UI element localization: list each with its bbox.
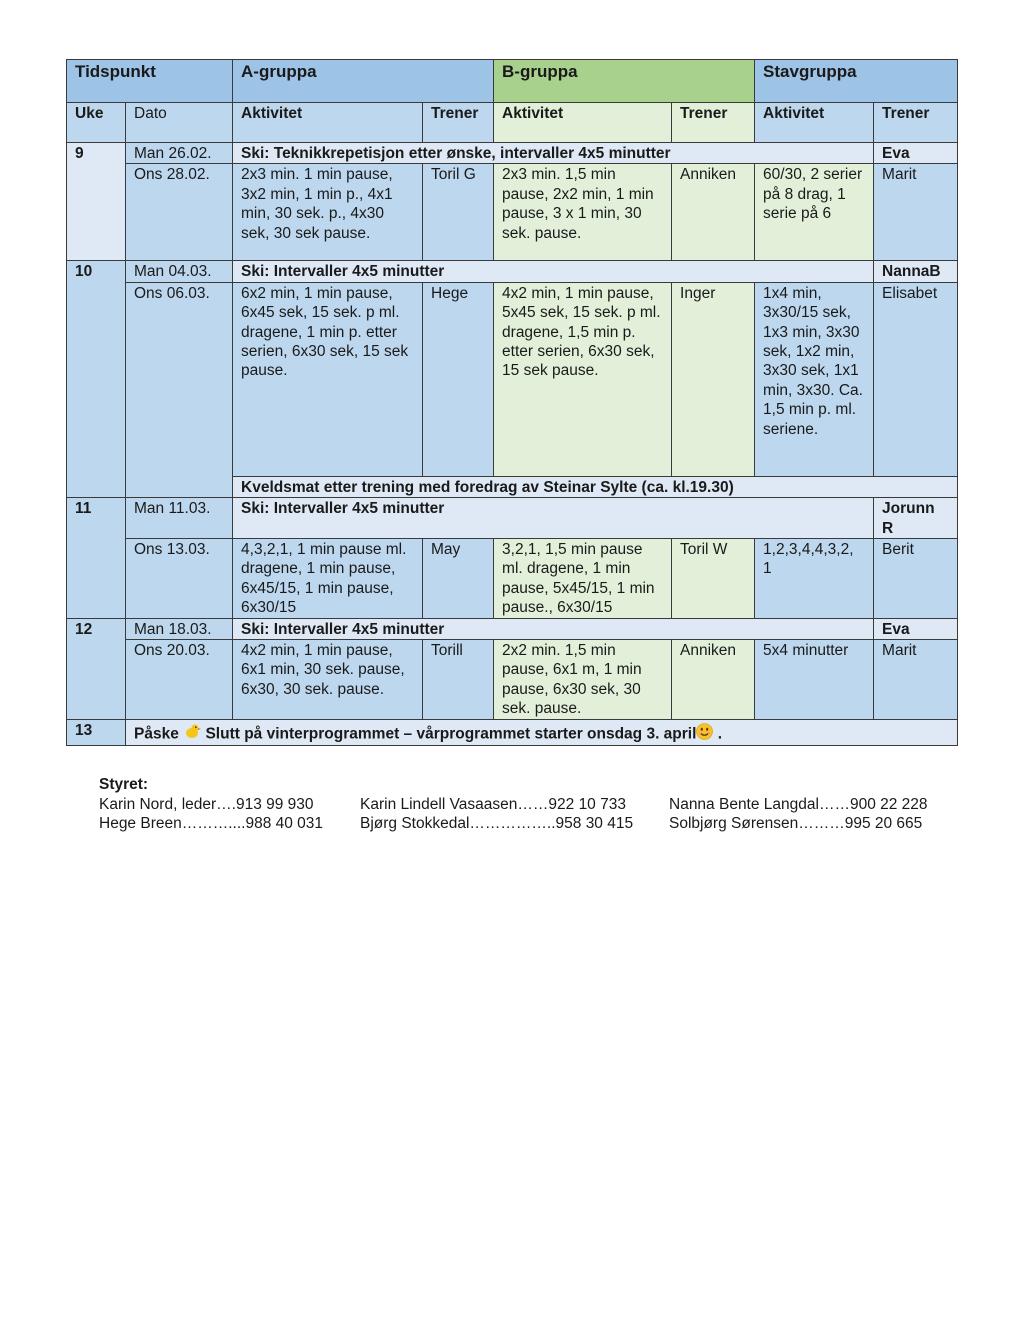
board-member: Nanna Bente Langdal……900 22 228 (669, 795, 928, 813)
group-header-row (67, 60, 958, 103)
stav-trainer: Berit (874, 539, 958, 619)
date-cell: Man 26.02. (126, 143, 233, 164)
board-member: Hege Breen………....988 40 031 (99, 815, 324, 832)
monday-activity: Ski: Teknikkrepetisjon etter ønske, intervaller 4x5 minutter (233, 143, 874, 164)
col-b-aktivitet: Aktivitet (494, 103, 672, 143)
a-activity: 6x2 min, 1 min pause, 6x45 sek, 15 sek. p ml. dragene, 1 min p. etter serien, 6x30 sek, 15 sek pause. (233, 282, 423, 476)
date-cell: Man 18.03. (126, 618, 233, 639)
date-cell: Ons 20.03. (126, 640, 233, 720)
trailing-period: . (717, 724, 723, 742)
monday-activity: Ski: Intervaller 4x5 minutter (233, 498, 874, 539)
week-9-monday-row (67, 143, 958, 164)
week-number: 12 (67, 618, 126, 719)
monday-trainer: NannaB (874, 261, 958, 282)
week-11-monday-row (67, 498, 958, 539)
week-10-wednesday-row (67, 282, 958, 476)
header-b-group: B-gruppa (494, 60, 755, 103)
board-members (99, 795, 959, 834)
header-stav-group: Stavgruppa (755, 60, 958, 103)
week-number: 9 (67, 143, 126, 261)
event-note: Kveldsmat etter trening med foredrag av Steinar Sylte (ca. kl.19.30) (233, 476, 958, 497)
a-trainer: Toril G (423, 164, 494, 261)
season-end-text: Slutt på vinterprogrammet – vårprogrammet starter onsdag 3. april (205, 724, 697, 742)
monday-activity: Ski: Intervaller 4x5 minutter (233, 261, 874, 282)
stav-activity: 1,2,3,4,4,3,2, 1 (755, 539, 874, 619)
a-activity: 4,3,2,1, 1 min pause ml. dragene, 1 min pause, 6x45/15, 1 min pause, 6x30/15 (233, 539, 423, 619)
col-b-trener: Trener (672, 103, 755, 143)
board-member: Bjørg Stokkedal……………..958 30 415 (360, 815, 634, 832)
stav-activity: 5x4 minutter (755, 640, 874, 720)
stav-trainer: Marit (874, 164, 958, 261)
b-activity: 2x3 min. 1,5 min pause, 2x2 min, 1 min pause, 3 x 1 min, 30 sek. pause. (494, 164, 672, 261)
week-12-wednesday-row (67, 640, 958, 720)
smiley-icon (696, 723, 713, 745)
col-s-trener: Trener (874, 103, 958, 143)
b-activity: 4x2 min, 1 min pause, 5x45 sek, 15 sek. p ml. dragene, 1,5 min p. etter serien, 6x30 sek, 15 sek pause. (494, 282, 672, 476)
monday-trainer: Jorunn R (874, 498, 958, 539)
date-cell: Ons 13.03. (126, 539, 233, 619)
board-section (99, 775, 959, 834)
column-header-row (67, 103, 958, 143)
week-number: 11 (67, 498, 126, 618)
b-activity: 3,2,1, 1,5 min pause ml. dragene, 1 min pause, 5x45/15, 1 min pause., 6x30/15 (494, 539, 672, 619)
a-trainer: Hege (423, 282, 494, 476)
b-trainer: Anniken (672, 164, 755, 261)
col-a-trener: Trener (423, 103, 494, 143)
col-s-aktivitet: Aktivitet (755, 103, 874, 143)
easter-label: Påske (134, 724, 179, 742)
b-trainer: Inger (672, 282, 755, 476)
board-member: Karin Nord, leder….913 99 930 (99, 795, 314, 813)
chick-icon (183, 723, 201, 744)
week-9-wednesday-row (67, 164, 958, 261)
header-tidspunkt: Tidspunkt (67, 60, 233, 103)
date-cell: Ons 06.03. (126, 282, 233, 497)
a-trainer: Torill (423, 640, 494, 720)
board-title: Styret: (99, 776, 149, 793)
header-a-group: A-gruppa (233, 60, 494, 103)
stav-trainer: Marit (874, 640, 958, 720)
b-trainer: Anniken (672, 640, 755, 720)
b-activity: 2x2 min. 1,5 min pause, 6x1 m, 1 min pause, 6x30 sek, 30 sek. pause. (494, 640, 672, 720)
date-cell: Man 04.03. (126, 261, 233, 282)
a-trainer: May (423, 539, 494, 619)
stav-activity: 1x4 min, 3x30/15 sek, 1x3 min, 3x30 sek, 1x2 min, 3x30 sek, 1x1 min, 3x30. Ca. 1,5 min p. ml. seriene. (755, 282, 874, 476)
date-cell: Ons 28.02. (126, 164, 233, 261)
b-trainer: Toril W (672, 539, 755, 619)
week-number: 10 (67, 261, 126, 498)
board-member: Karin Lindell Vasaasen……922 10 733 (360, 795, 626, 813)
week-10-monday-row (67, 261, 958, 282)
stav-activity: 60/30, 2 serier på 8 drag, 1 serie på 6 (755, 164, 874, 261)
week-11-wednesday-row (67, 539, 958, 619)
date-cell: Man 11.03. (126, 498, 233, 539)
stav-trainer: Elisabet (874, 282, 958, 476)
week-number: 13 (67, 719, 126, 745)
easter-note (126, 719, 958, 745)
a-activity: 2x3 min. 1 min pause, 3x2 min, 1 min p., 4x1 min, 30 sek. p., 4x30 sek, 30 sek pause. (233, 164, 423, 261)
week-13-row (67, 719, 958, 745)
a-activity: 4x2 min, 1 min pause, 6x1 min, 30 sek. pause, 6x30, 30 sek. pause. (233, 640, 423, 720)
monday-trainer: Eva (874, 618, 958, 639)
board-member: Solbjørg Sørensen………995 20 665 (669, 815, 923, 832)
col-dato: Dato (126, 103, 233, 143)
schedule-table (66, 59, 958, 746)
monday-activity: Ski: Intervaller 4x5 minutter (233, 618, 874, 639)
week-12-monday-row (67, 618, 958, 639)
monday-trainer: Eva (874, 143, 958, 164)
col-a-aktivitet: Aktivitet (233, 103, 423, 143)
col-uke: Uke (67, 103, 126, 143)
